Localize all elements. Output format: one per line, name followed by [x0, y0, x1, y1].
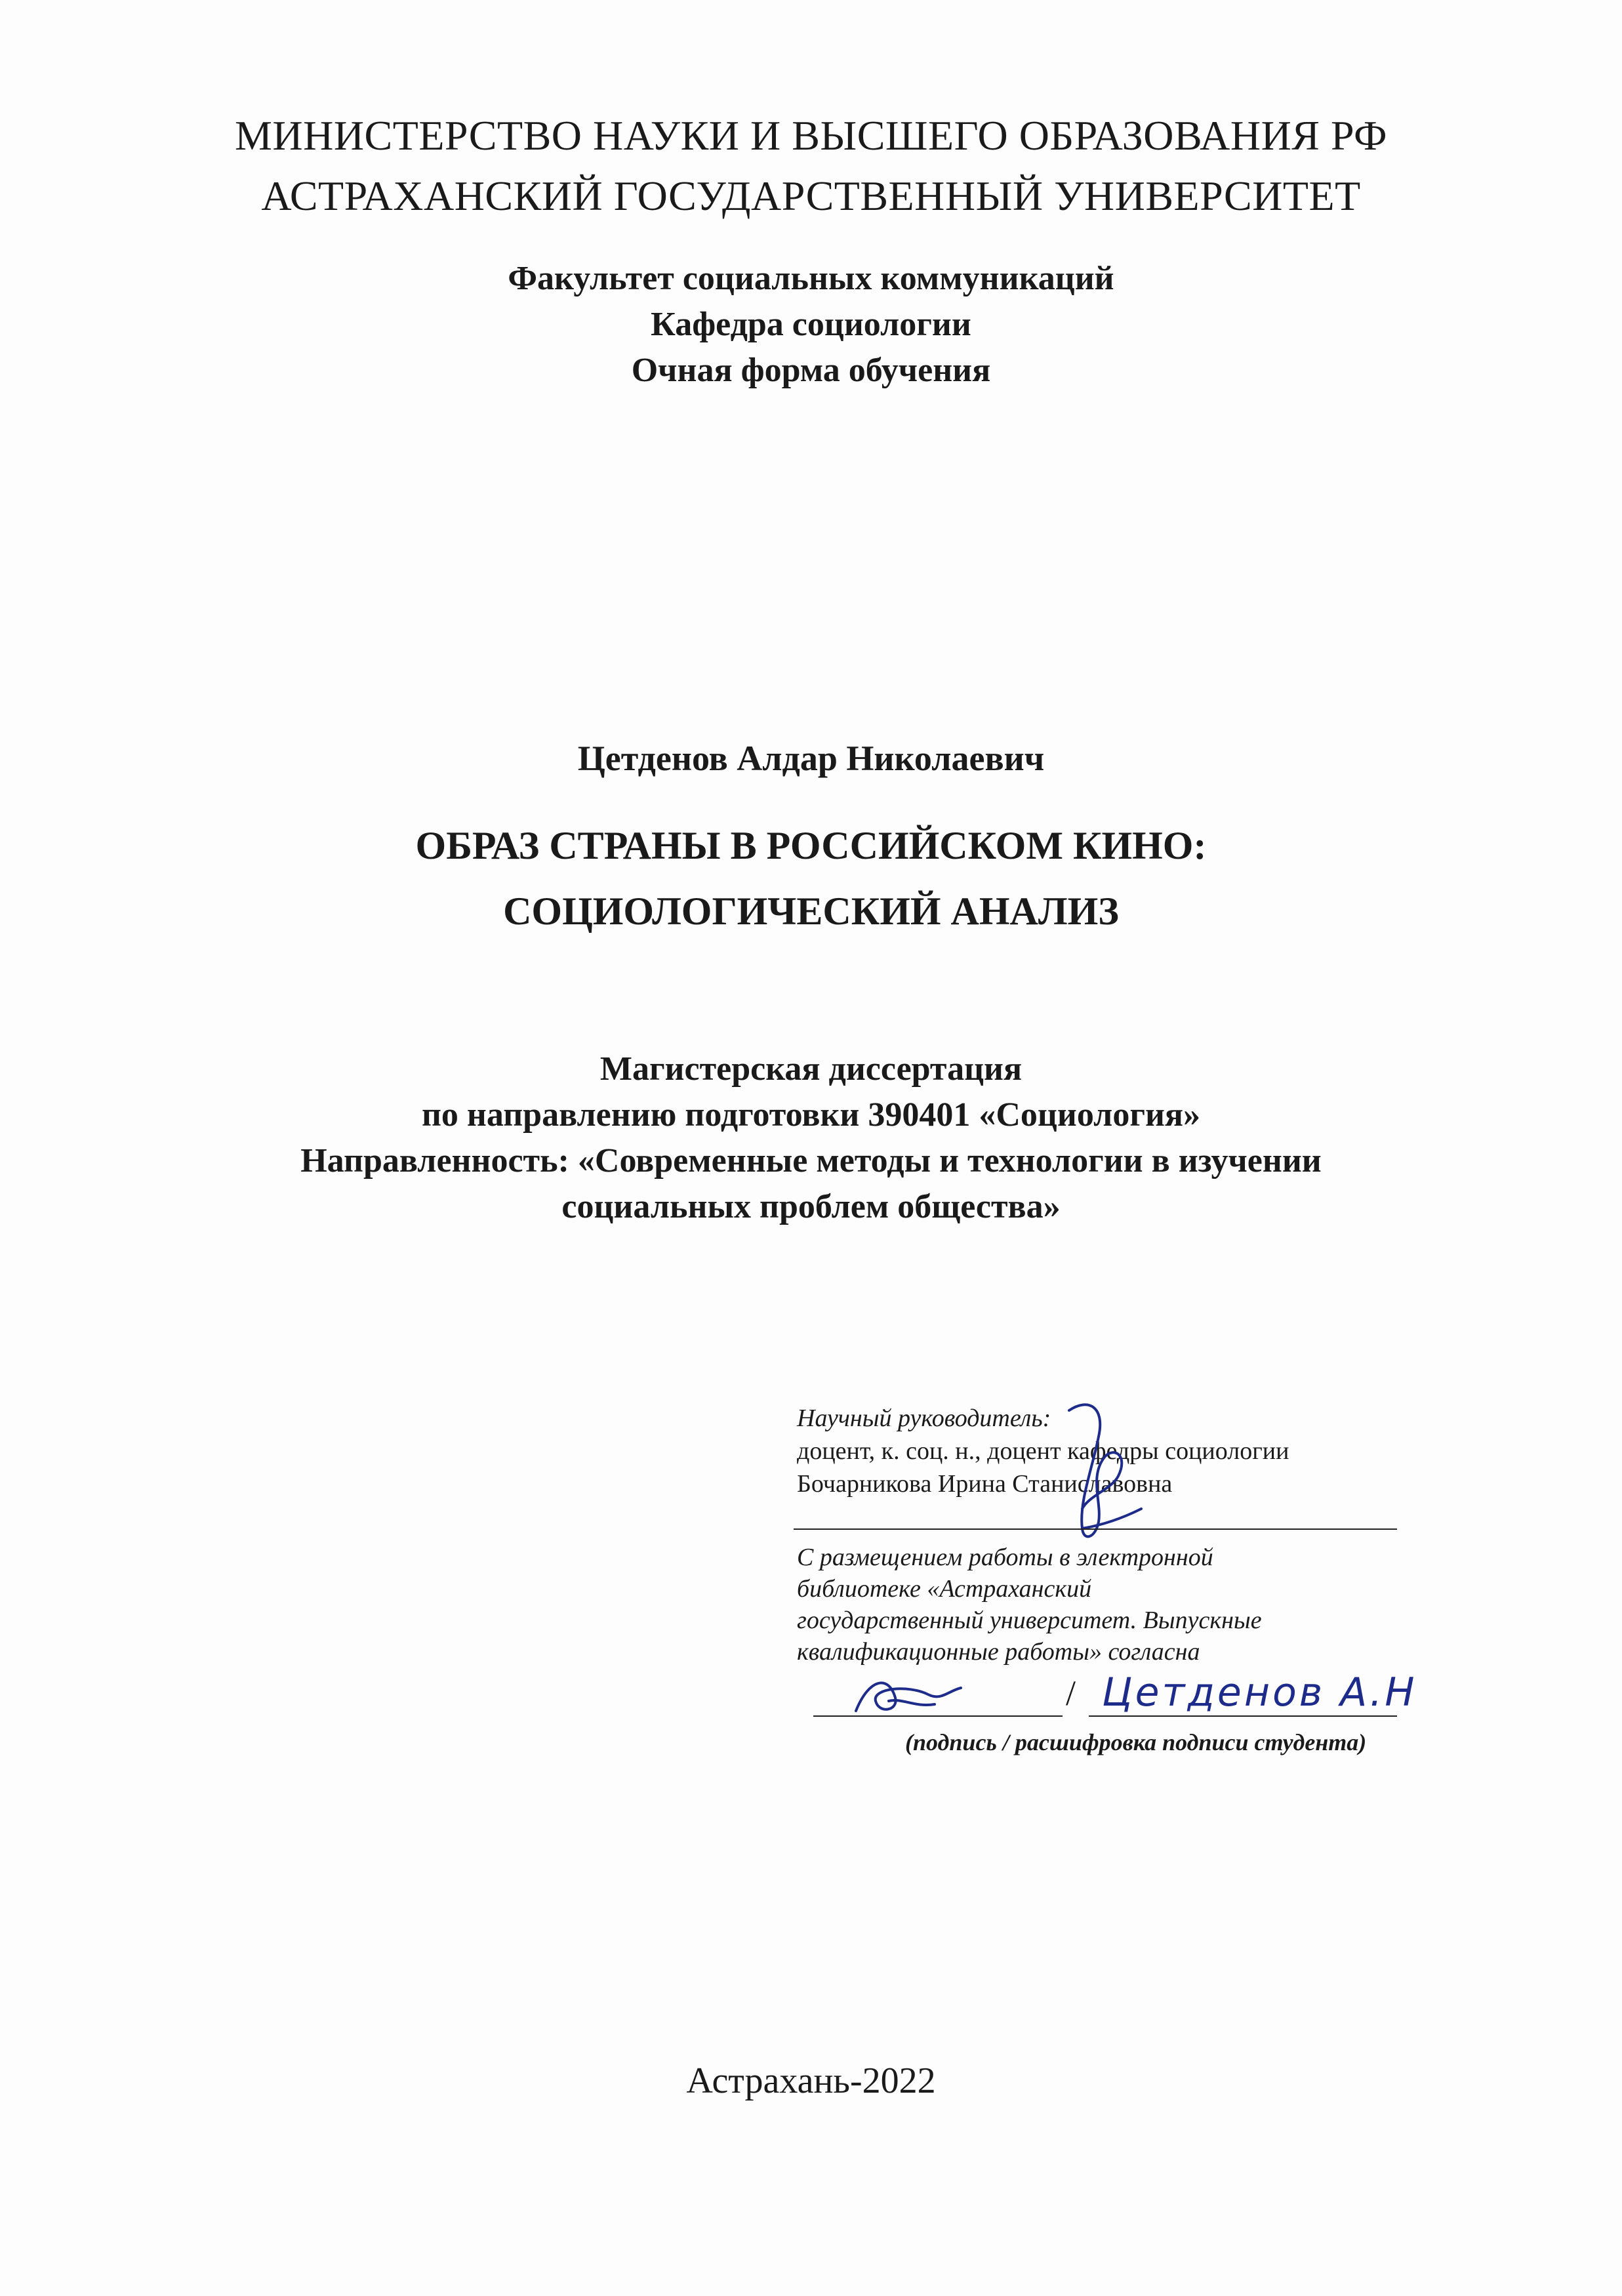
thesis-title-line1: ОБРАЗ СТРАНЫ В РОССИЙСКОМ КИНО:	[415, 824, 1207, 867]
ministry-name: МИНИСТЕРСТВО НАУКИ И ВЫСШЕГО ОБРАЗОВАНИЯ РФ	[234, 112, 1388, 159]
consent-block	[797, 1543, 1427, 1674]
consent-line4: квалификационные работы» согласна	[797, 1638, 1200, 1666]
study-focus-line1: Направленность: «Современные методы и технологии в изучении	[300, 1142, 1322, 1179]
study-focus-line2: социальных проблем общества»	[561, 1188, 1061, 1225]
supervisor-position: доцент, к. соц. н., доцент кафедры социологии	[797, 1437, 1289, 1465]
consent-line1: С размещением работы в электронной	[797, 1544, 1213, 1571]
author-name: Цетденов Алдар Николаевич	[577, 739, 1045, 778]
city-year: Астрахань-2022	[686, 2060, 936, 2101]
consent-line3: государственный университет. Выпускные	[797, 1607, 1262, 1634]
signature-caption: (подпись / расшифровка подписи студента)	[905, 1729, 1367, 1755]
faculty-name: Факультет социальных коммуникаций	[508, 260, 1114, 297]
university-name: АСТРАХАНСКИЙ ГОСУДАРСТВЕННЫЙ УНИВЕРСИТЕТ	[261, 173, 1361, 219]
supervisor-signature	[1043, 1397, 1148, 1548]
work-type: Магистерская диссертация	[599, 1050, 1023, 1088]
department-name: Кафедра социологии	[651, 306, 971, 343]
study-direction: по направлению подготовки 390401 «Социология»	[421, 1096, 1201, 1134]
supervisor-signature-line	[794, 1528, 1397, 1530]
thesis-title-line2: СОЦИОЛОГИЧЕСКИЙ АНАЛИЗ	[503, 890, 1119, 933]
study-form: Очная форма обучения	[631, 352, 991, 389]
supervisor-name: Бочарникова Ирина Станиславовна	[797, 1470, 1173, 1498]
handwritten-student-name: Цетденов А.Н	[1102, 1670, 1417, 1715]
name-line	[1089, 1715, 1397, 1717]
supervisor-label: Научный руководитель:	[797, 1404, 1051, 1432]
consent-line2: библиотеке «Астраханский	[797, 1575, 1092, 1603]
signature-line	[813, 1715, 1063, 1717]
signature-separator: /	[1066, 1673, 1079, 1713]
